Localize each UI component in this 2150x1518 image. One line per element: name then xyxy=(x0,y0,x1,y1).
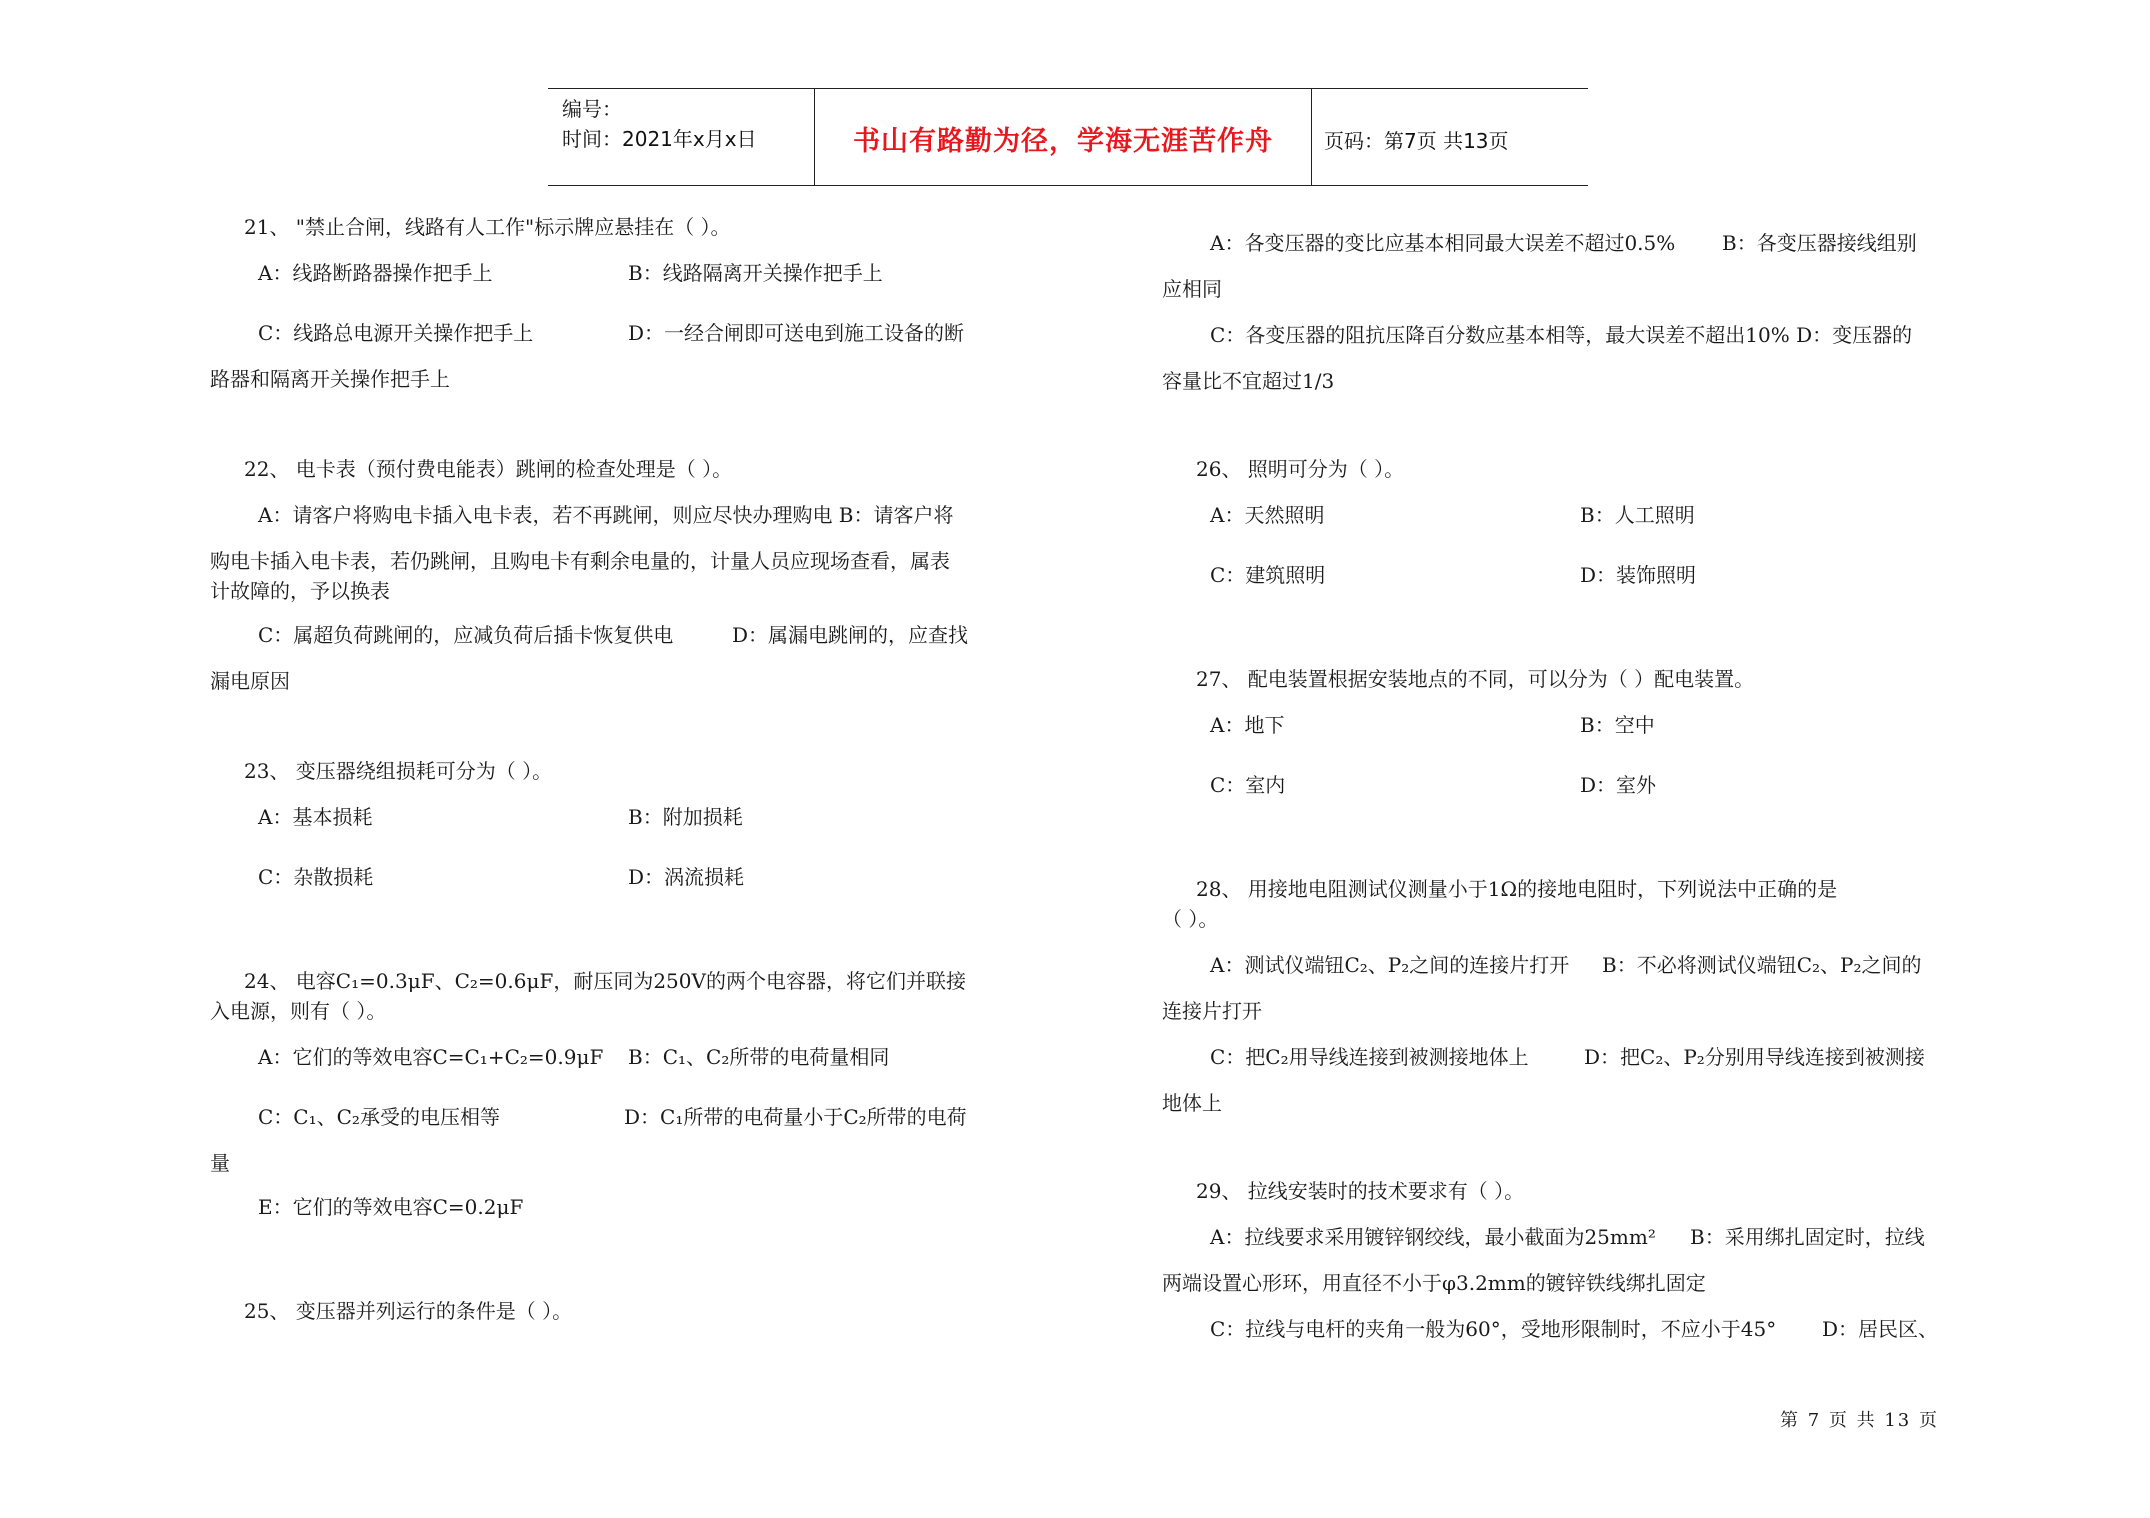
question-23-option-b: B：附加损耗 xyxy=(628,805,743,829)
question-21-stem: 21、 "禁止合闸，线路有人工作"标示牌应悬挂在（ ）。 xyxy=(244,215,731,239)
question-24-stem: 24、 电容C₁=0.3μF、C₂=0.6μF，耐压同为250V的两个电容器，将它们并联接 xyxy=(244,969,966,993)
question-29-stem: 29、 拉线安装时的技术要求有（ ）。 xyxy=(1196,1179,1525,1203)
question-24-stem-cont: 入电源，则有（ ）。 xyxy=(210,999,387,1023)
question-24-option-d: D：C₁所带的电荷量小于C₂所带的电荷 xyxy=(624,1105,967,1129)
question-22-option-d: D：属漏电跳闸的，应查找 xyxy=(732,623,969,647)
question-29-option-b-cont: 两端设置心形环，用直径不小于φ3.2mm的镀锌铁线绑扎固定 xyxy=(1162,1271,1706,1295)
question-21-option-a: A：线路断路器操作把手上 xyxy=(258,261,493,285)
question-25-option-d-cont: 容量比不宜超过1/3 xyxy=(1162,369,1335,393)
question-26-option-b: B：人工照明 xyxy=(1580,503,1695,527)
question-28-option-b-cont: 连接片打开 xyxy=(1162,999,1262,1023)
question-28-option-a: A：测试仪端钮C₂、P₂之间的连接片打开 xyxy=(1210,953,1570,977)
question-27-option-a: A：地下 xyxy=(1210,713,1285,737)
question-24-option-e: E：它们的等效电容C=0.2μF xyxy=(258,1195,524,1219)
question-24-option-b: B：C₁、C₂所带的电荷量相同 xyxy=(628,1045,890,1069)
header-page-info: 页码：第7页 共13页 xyxy=(1324,129,1509,153)
header-info-cell xyxy=(548,89,814,185)
question-29-option-a: A：拉线要求采用镀锌钢绞线，最小截面为25mm² xyxy=(1210,1225,1656,1249)
question-28-stem: 28、 用接地电阻测试仪测量小于1Ω的接地电阻时，下列说法中正确的是 xyxy=(1196,877,1838,901)
question-29-option-d: D：居民区、 xyxy=(1822,1317,1939,1341)
question-21-option-b: B：线路隔离开关操作把手上 xyxy=(628,261,883,285)
question-24-option-d-cont: 量 xyxy=(210,1151,230,1175)
question-25-option-b-cont: 应相同 xyxy=(1162,277,1222,301)
question-24-option-c: C：C₁、C₂承受的电压相等 xyxy=(258,1105,500,1129)
document-header xyxy=(548,88,1588,186)
question-25-stem: 25、 变压器并列运行的条件是（ ）。 xyxy=(244,1299,573,1323)
question-21-option-d-cont: 路器和隔离开关操作把手上 xyxy=(210,367,450,391)
question-28-option-d: D：把C₂、P₂分别用导线连接到被测接 xyxy=(1584,1045,1925,1069)
document-time-label: 时间：2021年x月x日 xyxy=(562,127,757,151)
question-27-option-d: D：室外 xyxy=(1580,773,1657,797)
question-27-option-c: C：室内 xyxy=(1210,773,1286,797)
header-page-cell xyxy=(1312,89,1588,185)
question-26-option-d: D：装饰照明 xyxy=(1580,563,1697,587)
question-24-option-a: A：它们的等效电容C=C₁+C₂=0.9μF xyxy=(258,1045,604,1069)
question-25-option-c: C：各变压器的阻抗压降百分数应基本相等，最大误差不超出10% D：变压器的 xyxy=(1210,323,1913,347)
question-25-option-b: B：各变压器接线组别 xyxy=(1722,231,1917,255)
question-22-option-b-cont: 购电卡插入电卡表，若仍跳闸，且购电卡有剩余电量的，计量人员应现场查看，属表 xyxy=(210,549,950,573)
question-21-option-c: C：线路总电源开关操作把手上 xyxy=(258,321,534,345)
question-28-option-b: B：不必将测试仪端钮C₂、P₂之间的 xyxy=(1602,953,1922,977)
question-22-option-d-cont: 漏电原因 xyxy=(210,669,290,693)
question-22-option-c: C：属超负荷跳闸的，应减负荷后插卡恢复供电 xyxy=(258,623,674,647)
page-footer: 第 7 页 共 13 页 xyxy=(1780,1410,1939,1431)
question-28-stem-cont: （ ）。 xyxy=(1162,907,1219,931)
header-motto: 书山有路勤为径，学海无涯苦作舟 xyxy=(853,126,1273,157)
question-26-option-a: A：天然照明 xyxy=(1210,503,1325,527)
question-27-stem: 27、 配电装置根据安装地点的不同，可以分为（ ）配电装置。 xyxy=(1196,667,1755,691)
question-23-option-d: D：涡流损耗 xyxy=(628,865,745,889)
question-26-stem: 26、 照明可分为（ ）。 xyxy=(1196,457,1405,481)
question-23-option-a: A：基本损耗 xyxy=(258,805,373,829)
question-22-option-a: A：请客户将购电卡插入电卡表，若不再跳闸，则应尽快办理购电 B：请客户将 xyxy=(258,503,954,527)
question-22-option-b-cont2: 计故障的，予以换表 xyxy=(210,579,390,603)
document-number-label: 编号： xyxy=(562,97,622,121)
question-28-option-d-cont: 地体上 xyxy=(1162,1091,1222,1115)
question-29-option-c: C：拉线与电杆的夹角一般为60°，受地形限制时，不应小于45° xyxy=(1210,1317,1777,1341)
question-23-stem: 23、 变压器绕组损耗可分为（ ）。 xyxy=(244,759,553,783)
question-29-option-b: B：采用绑扎固定时，拉线 xyxy=(1690,1225,1925,1249)
question-23-option-c: C：杂散损耗 xyxy=(258,865,374,889)
question-27-option-b: B：空中 xyxy=(1580,713,1655,737)
question-28-option-c: C：把C₂用导线连接到被测接地体上 xyxy=(1210,1045,1529,1069)
question-21-option-d: D：一经合闸即可送电到施工设备的断 xyxy=(628,321,965,345)
header-motto-cell xyxy=(814,89,1312,185)
question-25-option-a: A：各变压器的变比应基本相同最大误差不超过0.5% xyxy=(1210,231,1676,255)
question-22-stem: 22、 电卡表（预付费电能表）跳闸的检查处理是（ ）。 xyxy=(244,457,733,481)
question-26-option-c: C：建筑照明 xyxy=(1210,563,1326,587)
